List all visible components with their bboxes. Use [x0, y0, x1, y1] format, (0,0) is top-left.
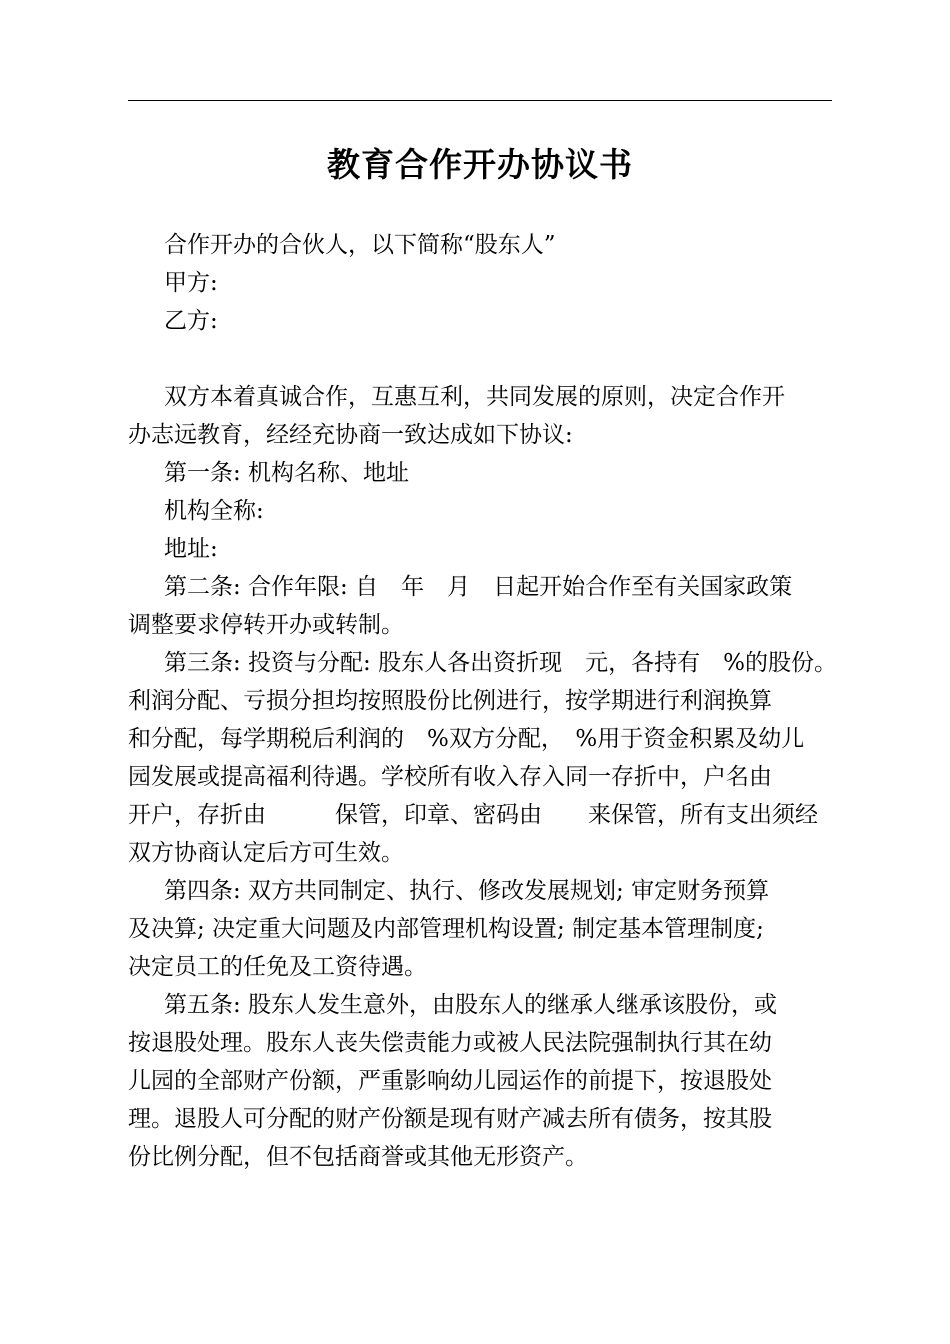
article-3-line: 双方协商认定后方可生效。 — [128, 840, 404, 866]
document-title: 教育合作开办协议书 — [327, 145, 633, 184]
article-4-line: 及决算; 决定重大问题及内部管理机构设置; 制定基本管理制度; — [128, 916, 764, 942]
header-rule — [128, 100, 832, 101]
article-3-line: 第三条: 投资与分配: 股东人各出资折现 元，各持有 %的股份。 — [164, 650, 837, 676]
preamble-line: 双方本着真诚合作，互惠互利，共同发展的原则，决定合作开 — [164, 384, 785, 410]
article-1-heading: 第一条: 机构名称、地址 — [164, 460, 410, 486]
party-a-label: 甲方: — [164, 270, 218, 296]
institution-name-field: 机构全称: — [164, 498, 264, 524]
address-field: 地址: — [164, 536, 218, 562]
article-2-line: 第二条: 合作年限: 自 年 月 日起开始合作至有关国家政策 — [164, 574, 793, 600]
article-4-line: 决定员工的任免及工资待遇。 — [128, 954, 427, 980]
article-3-line: 利润分配、亏损分担均按照股份比例进行，按学期进行利润换算 — [128, 688, 772, 714]
article-5-line: 儿园的全部财产份额，严重影响幼儿园运作的前提下，按退股处 — [128, 1068, 772, 1094]
article-4-line: 第四条: 双方共同制定、执行、修改发展规划; 审定财务预算 — [164, 878, 770, 904]
article-5-line: 理。退股人可分配的财产份额是现有财产减去所有债务，按其股 — [128, 1106, 772, 1132]
preamble-line: 办志远教育，经经充协商一致达成如下协议: — [128, 422, 573, 448]
article-5-line: 份比例分配，但不包括商誉或其他无形资产。 — [128, 1144, 588, 1170]
article-5-line: 按退股处理。股东人丧失偿责能力或被人民法院强制执行其在幼 — [128, 1030, 772, 1056]
article-3-line: 园发展或提高福利待遇。学校所有收入存入同一存折中，户名由 — [128, 764, 772, 790]
blank-line — [128, 340, 840, 378]
intro-line: 合作开办的合伙人，以下简称“股东人” — [164, 232, 556, 258]
article-5-line: 第五条: 股东人发生意外，由股东人的继承人继承该股份，或 — [164, 992, 778, 1018]
party-b-label: 乙方: — [164, 308, 218, 334]
article-2-line: 调整要求停转开办或转制。 — [128, 612, 404, 638]
article-3-line: 开户，存折由 保管，印章、密码由 来保管，所有支出须经 — [128, 802, 818, 828]
document-body — [128, 226, 840, 1176]
article-3-line: 和分配，每学期税后利润的 %双方分配， %用于资金积累及幼儿 — [128, 726, 805, 752]
